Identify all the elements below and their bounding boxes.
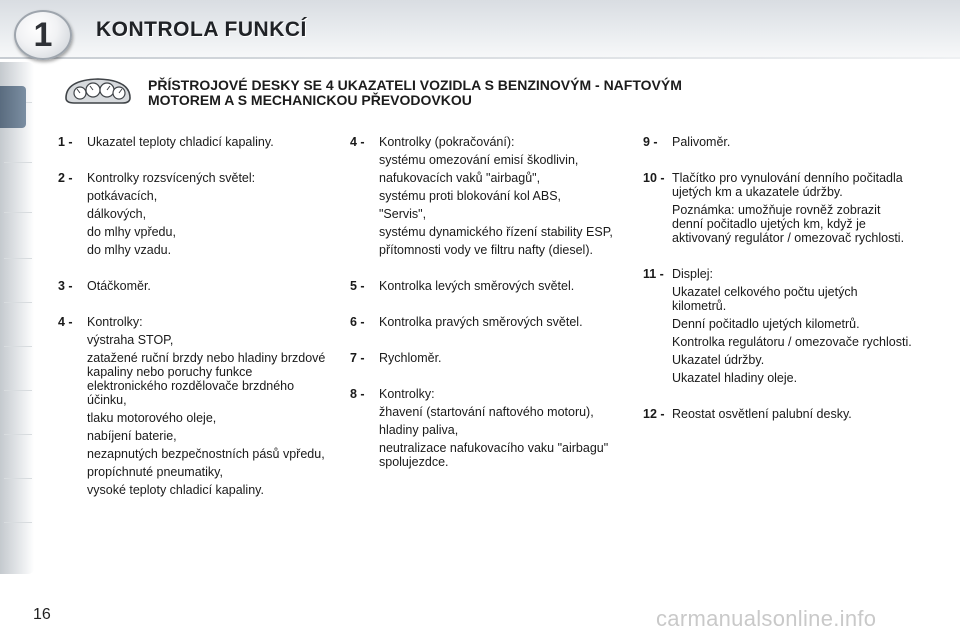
section-title: [148, 78, 848, 108]
item-number: 5 -: [350, 279, 365, 293]
sub-item: potkávacích,: [87, 189, 158, 203]
chapter-title: KONTROLA FUNKCÍ: [96, 18, 307, 41]
item-number: 6 -: [350, 315, 365, 329]
item-number: 8 -: [350, 387, 365, 401]
section-title-line1: PŘÍSTROJOVÉ DESKY SE 4 UKAZATELI VOZIDLA S BENZINOVÝM - NAFTOVÝM: [148, 77, 682, 93]
sub-item: systému proti blokování kol ABS,: [379, 189, 562, 203]
list-item: [643, 135, 913, 149]
chapter-tab-active[interactable]: [0, 86, 26, 128]
item-text: Palivoměr.: [672, 135, 731, 149]
column-2: [350, 135, 620, 469]
item-text: Kontrolky (pokračování):: [379, 135, 515, 149]
sub-item: zatažené ruční brzdy nebo hladiny brzdové kapaliny nebo poruchy funkce elektronického rozdělovače brzdného účinku,: [87, 351, 326, 407]
sub-item: nabíjení baterie,: [87, 429, 177, 443]
tab-divider: [4, 212, 32, 213]
list-item: [58, 315, 328, 329]
list-item: [350, 387, 620, 401]
sub-item: "Servis",: [379, 207, 427, 221]
item-text: Otáčkoměr.: [87, 279, 151, 293]
column-3: [643, 135, 913, 421]
section-title-line2: MOTOREM A S MECHANICKOU PŘEVODOVKOU: [148, 92, 472, 108]
item-number: 12 -: [643, 407, 665, 421]
item-text: Displej:: [672, 267, 713, 281]
chapter-number-badge: 1: [14, 10, 72, 60]
sub-item: systému dynamického řízení stability ESP,: [379, 225, 613, 239]
item-text: Kontrolky rozsvícených světel:: [87, 171, 256, 185]
tab-divider: [4, 258, 32, 259]
list-item: [350, 315, 620, 329]
chapter-tab-rail: [0, 62, 34, 574]
list-item: [350, 351, 620, 365]
tab-divider: [4, 162, 32, 163]
sub-item: Kontrolka regulátoru / omezovače rychlosti.: [672, 335, 912, 349]
list-item: [643, 171, 913, 199]
item-text: Rychloměr.: [379, 351, 442, 365]
item-text: Reostat osvětlení palubní desky.: [672, 407, 852, 421]
tab-divider: [4, 434, 32, 435]
sub-item: hladiny paliva,: [379, 423, 459, 437]
sub-item: přítomnosti vody ve filtru nafty (diesel).: [379, 243, 593, 257]
item-text: Kontrolky:: [379, 387, 435, 401]
item-text: Ukazatel teploty chladicí kapaliny.: [87, 135, 274, 149]
sub-item: do mlhy vpředu,: [87, 225, 176, 239]
sub-item: neutralizace nafukovacího vaku "airbagu" spolujezdce.: [379, 441, 609, 469]
item-text: Tlačítko pro vynulování denního počitadla ujetých km a ukazatele údržby.: [672, 171, 903, 199]
item-number: 10 -: [643, 171, 665, 185]
sub-item: Ukazatel celkového počtu ujetých kilometrů.: [672, 285, 858, 313]
instrument-cluster-icon: [62, 76, 134, 106]
item-number: 3 -: [58, 279, 73, 293]
item-number: 11 -: [643, 267, 664, 281]
sub-item: Denní počitadlo ujetých kilometrů.: [672, 317, 860, 331]
list-item: [350, 279, 620, 293]
tab-divider: [4, 522, 32, 523]
item-text: Kontrolka levých směrových světel.: [379, 279, 575, 293]
tab-divider: [4, 346, 32, 347]
header-divider: [0, 57, 960, 59]
item-text: Kontrolky:: [87, 315, 143, 329]
item-number: 4 -: [350, 135, 365, 149]
item-number: 2 -: [58, 171, 73, 185]
item-text: Kontrolka pravých směrových světel.: [379, 315, 583, 329]
sub-item: do mlhy vzadu.: [87, 243, 172, 257]
sub-item: výstraha STOP,: [87, 333, 174, 347]
sub-item: dálkových,: [87, 207, 147, 221]
list-item: [58, 279, 328, 293]
item-number: 9 -: [643, 135, 658, 149]
sub-item: propíchnuté pneumatiky,: [87, 465, 223, 479]
sub-item: nafukovacích vaků "airbagů",: [379, 171, 541, 185]
list-item: [643, 407, 913, 421]
tab-divider: [4, 302, 32, 303]
sub-item: vysoké teploty chladicí kapaliny.: [87, 483, 264, 497]
sub-item: systému omezování emisí škodlivin,: [379, 153, 579, 167]
tab-divider: [4, 390, 32, 391]
sub-item: žhavení (startování naftového motoru),: [379, 405, 594, 419]
watermark-text: carmanualsonline.info: [656, 606, 877, 631]
list-item: [350, 135, 620, 149]
sub-item: nezapnutých bezpečnostních pásů vpředu,: [87, 447, 325, 461]
sub-item: Ukazatel hladiny oleje.: [672, 371, 798, 385]
sub-item: Poznámka: umožňuje rovněž zobrazit denní počitadlo ujetých km, když je aktivovaný regulátor / omezovač rychlosti.: [672, 203, 905, 245]
tab-divider: [4, 478, 32, 479]
item-number: 7 -: [350, 351, 365, 365]
item-number: 1 -: [58, 135, 73, 149]
list-item: [643, 267, 913, 281]
page-number: 16: [33, 606, 51, 623]
list-item: [58, 135, 328, 149]
sub-item: tlaku motorového oleje,: [87, 411, 217, 425]
list-item: [58, 171, 328, 185]
column-1: [58, 135, 328, 497]
sub-item: Ukazatel údržby.: [672, 353, 765, 367]
item-number: 4 -: [58, 315, 73, 329]
